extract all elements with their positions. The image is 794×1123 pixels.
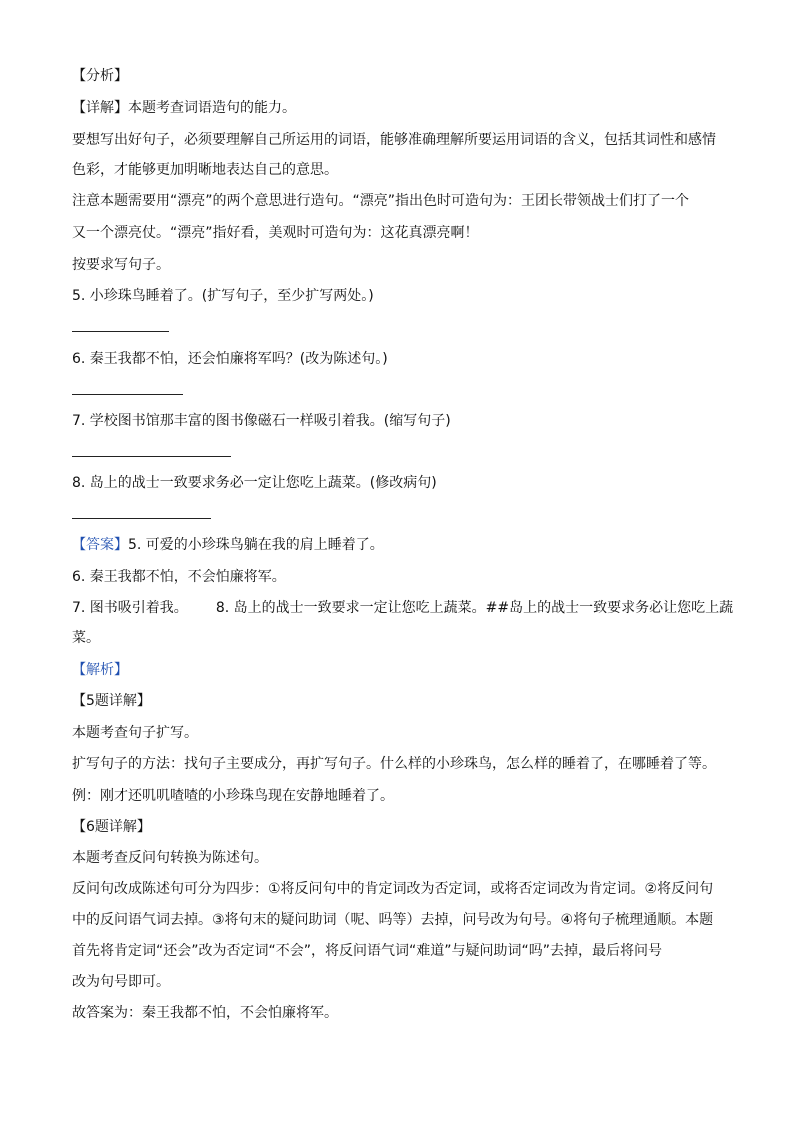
detail-text: 本题考查词语造句的能力。 bbox=[128, 100, 296, 116]
paragraph-line: 色彩，才能够更加明晰地表达自己的意思。 bbox=[72, 162, 338, 178]
paragraph-line: 又一个漂亮仗。“漂亮”指好看，美观时可造句为：这花真漂亮啊！ bbox=[72, 225, 479, 241]
answer-line-5 bbox=[72, 535, 384, 555]
q6-detail-line: 反问句改成陈述句可分为四步：①将反问句中的肯定词改为否定词，或将否定词改为肯定词。②将反问句 bbox=[72, 881, 714, 897]
question-8: 8. 岛上的战士一致要求务必一定让您吃上蔬菜。(修改病句) bbox=[72, 475, 437, 491]
q6-detail-line: 本题考查反问句转换为陈述句。 bbox=[72, 850, 268, 866]
q6-detail-line: 故答案为：秦王我都不怕，不会怕廉将军。 bbox=[72, 1005, 338, 1021]
question-7: 7. 学校图书馆那丰富的图书像磁石一样吸引着我。(缩写句子) bbox=[72, 413, 451, 429]
answer-blank-5 bbox=[72, 331, 169, 332]
question-6: 6. 秦王我都不怕，还会怕廉将军吗？(改为陈述句。) bbox=[72, 351, 388, 367]
explanation-heading: 【解析】 bbox=[72, 662, 128, 678]
q5-detail-heading: 【5题详解】 bbox=[72, 693, 151, 709]
answer-7: 7. 图书吸引着我。 bbox=[72, 600, 188, 616]
answer-line-7-8 bbox=[72, 598, 733, 618]
detail-line bbox=[72, 98, 296, 118]
answer-blank-8 bbox=[72, 518, 211, 519]
q5-detail-line: 本题考查句子扩写。 bbox=[72, 725, 198, 741]
question-5: 5. 小珍珠鸟睡着了。(扩写句子，至少扩写两处。) bbox=[72, 288, 374, 304]
answer-5: 5. 可爱的小珍珠鸟躺在我的肩上睡着了。 bbox=[128, 537, 384, 553]
analysis-heading: 【分析】 bbox=[72, 68, 128, 84]
answer-blank-7 bbox=[72, 456, 231, 457]
paragraph-line: 要想写出好句子，必须要理解自己所运用的词语，能够准确理解所要运用词语的含义，包括其词性和感情 bbox=[72, 132, 716, 148]
answer-blank-6 bbox=[72, 394, 183, 395]
q6-detail-line: 首先将肯定词“还会”改为否定词“不会”，将反问语气词“难道”与疑问助词“吗”去掉，最后将问号 bbox=[72, 943, 663, 959]
answer-tag: 【答案】 bbox=[72, 537, 128, 553]
q6-detail-line: 改为句号即可。 bbox=[72, 974, 170, 990]
answer-8: 8. 岛上的战士一致要求一定让您吃上蔬菜。##岛上的战士一致要求务必让您吃上蔬 bbox=[215, 600, 734, 616]
q6-detail-heading: 【6题详解】 bbox=[72, 819, 151, 835]
detail-tag: 【详解】 bbox=[72, 100, 128, 116]
paragraph-line: 注意本题需要用“漂亮”的两个意思进行造句。“漂亮”指出色时可造句为：王团长带领战士们打了一个 bbox=[72, 193, 690, 209]
answer-6: 6. 秦王我都不怕，不会怕廉将军。 bbox=[72, 569, 286, 585]
q5-detail-line: 例：刚才还叽叽喳喳的小珍珠鸟现在安静地睡着了。 bbox=[72, 788, 394, 804]
answer-8-continued: 菜。 bbox=[72, 630, 100, 646]
q6-detail-line: 中的反问语气词去掉。③将句末的疑问助词（呢、吗等）去掉，问号改为句号。④将句子梳理通顺。本题 bbox=[72, 912, 714, 928]
paragraph-line: 按要求写句子。 bbox=[72, 257, 170, 273]
q5-detail-line: 扩写句子的方法：找句子主要成分，再扩写句子。什么样的小珍珠鸟，怎么样的睡着了，在哪睡着了等。 bbox=[72, 756, 716, 772]
